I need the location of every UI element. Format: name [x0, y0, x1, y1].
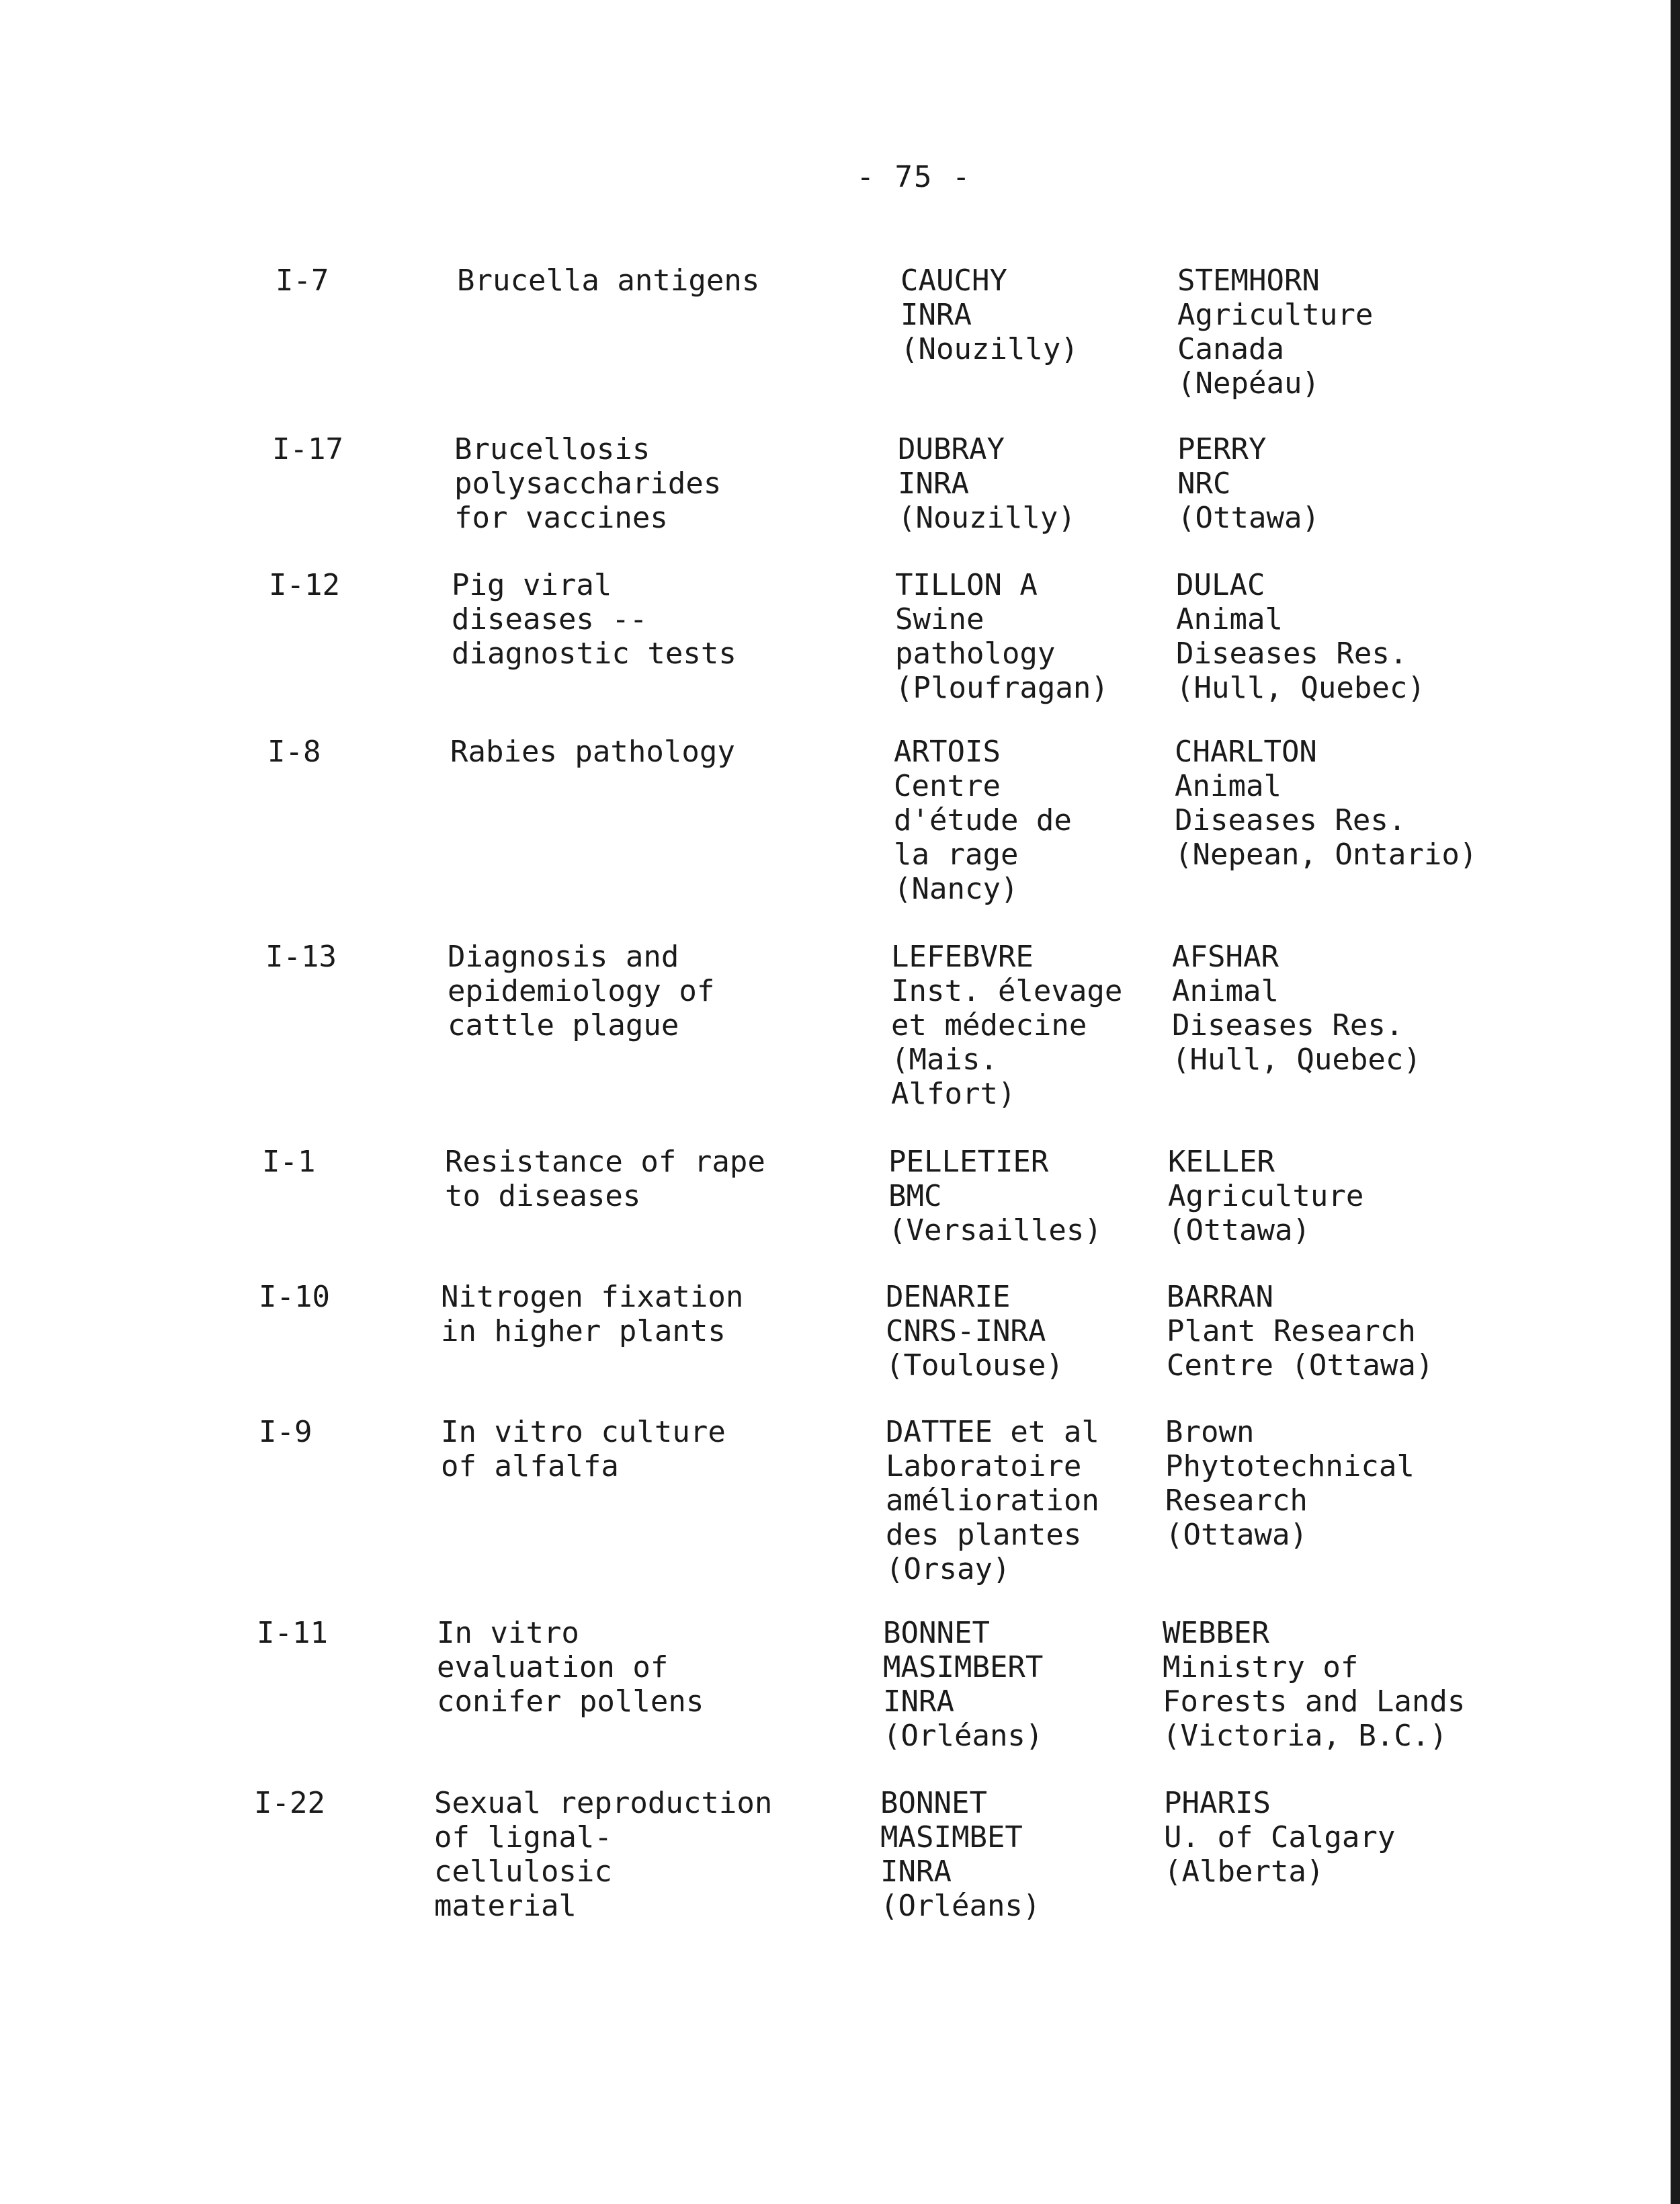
project-topic-line: In vitro [437, 1616, 579, 1650]
project-topic-line: Nitrogen fixation [441, 1280, 744, 1314]
canadian-partner-line: Animal [1172, 974, 1279, 1008]
project-topic-line: cattle plague [448, 1008, 679, 1043]
french-partner-line: (Orléans) [880, 1889, 1041, 1923]
canadian-partner-line: NRC [1177, 466, 1231, 501]
page-number: - 75 - [856, 160, 972, 194]
french-partner-line: DENARIE [886, 1280, 1011, 1314]
canadian-partner-line: (Victoria, B.C.) [1163, 1719, 1447, 1753]
project-topic [445, 1145, 765, 1213]
french-partner-line: LEFEBVRE [891, 940, 1034, 974]
french-partner [888, 1145, 1102, 1248]
french-partner-line: Alfort) [891, 1077, 1016, 1111]
french-partner [898, 432, 1076, 535]
french-partner [891, 940, 1122, 1111]
french-partner-line: (Nouzilly) [898, 501, 1076, 535]
project-code-line: I-1 [262, 1145, 316, 1179]
project-code [267, 735, 321, 769]
project-topic-line: of alfalfa [441, 1449, 619, 1483]
canadian-partner-line: Diseases Res. [1175, 803, 1406, 838]
french-partner-line: (Orléans) [883, 1719, 1044, 1753]
french-partner-line: la rage [894, 838, 1019, 872]
project-topic-line: in higher plants [441, 1314, 726, 1348]
project-code [265, 940, 337, 974]
canadian-partner-line: Agriculture [1177, 298, 1374, 332]
canadian-partner-line: (Nepéau) [1177, 366, 1320, 401]
canadian-partner-line: (Nepean, Ontario) [1175, 838, 1478, 872]
canadian-partner-line: PERRY [1177, 432, 1267, 466]
page-edge [1671, 0, 1680, 2204]
french-partner [886, 1280, 1064, 1383]
canadian-partner-line: (Ottawa) [1165, 1518, 1308, 1552]
canadian-partner-line: Forests and Lands [1163, 1684, 1466, 1719]
canadian-partner-line: STEMHORN [1177, 263, 1320, 298]
canadian-partner-line: Diseases Res. [1176, 637, 1408, 671]
project-code-line: I-11 [257, 1616, 328, 1650]
project-topic-line: for vaccines [454, 501, 668, 535]
project-topic-line: of lignal- [434, 1820, 612, 1854]
project-code [269, 568, 340, 602]
canadian-partner-line: DULAC [1176, 568, 1265, 602]
project-topic-line: polysaccharides [454, 466, 722, 501]
french-partner-line: BMC [888, 1179, 942, 1213]
canadian-partner-line: Centre (Ottawa) [1167, 1348, 1434, 1383]
canadian-partner-line: (Ottawa) [1168, 1213, 1310, 1248]
canadian-partner-line: Research [1165, 1483, 1308, 1518]
french-partner-line: (Nancy) [894, 872, 1019, 906]
project-code-line: I-10 [259, 1280, 330, 1314]
canadian-partner-line: AFSHAR [1172, 940, 1279, 974]
french-partner-line: Centre [894, 769, 1001, 803]
project-topic [441, 1280, 743, 1348]
french-partner-line: Laboratoire [886, 1449, 1082, 1483]
project-topic [457, 263, 759, 298]
canadian-partner [1163, 1616, 1465, 1753]
project-topic-line: diagnostic tests [452, 637, 737, 671]
french-partner-line: DATTEE et al [886, 1415, 1099, 1449]
french-partner-line: BONNET [883, 1616, 990, 1650]
project-code [262, 1145, 315, 1179]
french-partner-line: TILLON A [895, 568, 1038, 602]
canadian-partner-line: Plant Research [1167, 1314, 1416, 1348]
canadian-partner-line: (Ottawa) [1177, 501, 1320, 535]
canadian-partner [1177, 432, 1320, 535]
canadian-partner-line: KELLER [1168, 1145, 1275, 1179]
french-partner-line: (Toulouse) [886, 1348, 1064, 1383]
project-code-line: I-17 [272, 432, 343, 466]
canadian-partner [1168, 1145, 1363, 1248]
project-topic-line: Diagnosis and [448, 940, 679, 974]
project-topic-line: Brucella antigens [457, 263, 760, 298]
french-partner-line: (Nouzilly) [900, 332, 1079, 366]
canadian-partner-line: Ministry of [1163, 1650, 1359, 1684]
canadian-partner-line: (Hull, Quebec) [1176, 671, 1425, 705]
canadian-partner-line: CHARLTON [1175, 735, 1317, 769]
french-partner-line: INRA [883, 1684, 954, 1719]
canadian-partner-line: Canada [1177, 332, 1284, 366]
canadian-partner [1177, 263, 1373, 401]
canadian-partner [1164, 1786, 1395, 1889]
canadian-partner-line: Animal [1175, 769, 1282, 803]
french-partner [883, 1616, 1043, 1753]
french-partner [886, 1415, 1099, 1586]
canadian-partner-line: Agriculture [1168, 1179, 1364, 1213]
french-partner-line: DUBRAY [898, 432, 1005, 466]
project-topic [450, 735, 735, 769]
canadian-partner-line: Brown [1165, 1415, 1255, 1449]
french-partner-line: (Versailles) [888, 1213, 1102, 1248]
project-topic-line: diseases -- [452, 602, 648, 637]
project-topic [454, 432, 721, 535]
canadian-partner-line: WEBBER [1163, 1616, 1269, 1650]
canadian-partner-line: Phytotechnical [1165, 1449, 1415, 1483]
project-code-line: I-22 [254, 1786, 325, 1820]
french-partner-line: MASIMBERT [883, 1650, 1044, 1684]
project-code-line: I-7 [276, 263, 329, 298]
french-partner-line: (Orsay) [886, 1552, 1011, 1586]
french-partner-line: INRA [898, 466, 969, 501]
french-partner-line: BONNET [880, 1786, 987, 1820]
french-partner-line: pathology [895, 637, 1056, 671]
canadian-partner-line: PHARIS [1164, 1786, 1271, 1820]
project-code-line: I-13 [265, 940, 337, 974]
canadian-partner-line: Diseases Res. [1172, 1008, 1404, 1043]
project-topic-line: Brucellosis [454, 432, 650, 466]
project-topic-line: Pig viral [452, 568, 612, 602]
french-partner-line: MASIMBET [880, 1820, 1023, 1854]
project-topic [434, 1786, 772, 1923]
project-code [257, 1616, 328, 1650]
project-topic-line: conifer pollens [437, 1684, 704, 1719]
french-partner [894, 735, 1072, 906]
canadian-partner [1172, 940, 1421, 1077]
project-code [254, 1786, 325, 1820]
project-topic-line: evaluation of [437, 1650, 669, 1684]
project-topic-line: Sexual reproduction [434, 1786, 773, 1820]
french-partner-line: (Ploufragan) [895, 671, 1109, 705]
project-topic-line: Rabies pathology [450, 735, 735, 769]
project-code-line: I-12 [269, 568, 340, 602]
french-partner [900, 263, 1079, 366]
french-partner-line: Swine [895, 602, 984, 637]
project-code-line: I-8 [267, 735, 321, 769]
french-partner [895, 568, 1109, 705]
canadian-partner-line: U. of Calgary [1164, 1820, 1396, 1854]
canadian-partner [1167, 1280, 1433, 1383]
project-code [272, 432, 343, 466]
project-code [259, 1280, 330, 1314]
french-partner-line: INRA [900, 298, 972, 332]
french-partner [880, 1786, 1040, 1923]
french-partner-line: d'étude de [894, 803, 1072, 838]
project-topic-line: to diseases [445, 1179, 641, 1213]
canadian-partner [1165, 1415, 1415, 1552]
canadian-partner-line: Animal [1176, 602, 1283, 637]
project-topic-line: material [434, 1889, 577, 1923]
french-partner-line: INRA [880, 1854, 952, 1889]
project-topic [441, 1415, 726, 1483]
canadian-partner-line: (Alberta) [1164, 1854, 1325, 1889]
french-partner-line: Inst. élevage [891, 974, 1123, 1008]
project-topic [448, 940, 714, 1043]
project-code [259, 1415, 312, 1449]
project-topic [437, 1616, 704, 1719]
french-partner-line: ARTOIS [894, 735, 1001, 769]
canadian-partner-line: BARRAN [1167, 1280, 1273, 1314]
french-partner-line: des plantes [886, 1518, 1082, 1552]
project-topic [452, 568, 737, 671]
french-partner-line: amélioration [886, 1483, 1099, 1518]
french-partner-line: (Mais. [891, 1043, 998, 1077]
french-partner-line: CAUCHY [900, 263, 1007, 298]
french-partner-line: CNRS-INRA [886, 1314, 1046, 1348]
french-partner-line: PELLETIER [888, 1145, 1049, 1179]
project-topic-line: cellulosic [434, 1854, 612, 1889]
french-partner-line: et médecine [891, 1008, 1087, 1043]
canadian-partner [1175, 735, 1477, 872]
project-code-line: I-9 [259, 1415, 312, 1449]
project-topic-line: Resistance of rape [445, 1145, 765, 1179]
project-topic-line: epidemiology of [448, 974, 715, 1008]
project-code [276, 263, 329, 298]
canadian-partner-line: (Hull, Quebec) [1172, 1043, 1421, 1077]
project-topic-line: In vitro culture [441, 1415, 726, 1449]
canadian-partner [1176, 568, 1425, 705]
